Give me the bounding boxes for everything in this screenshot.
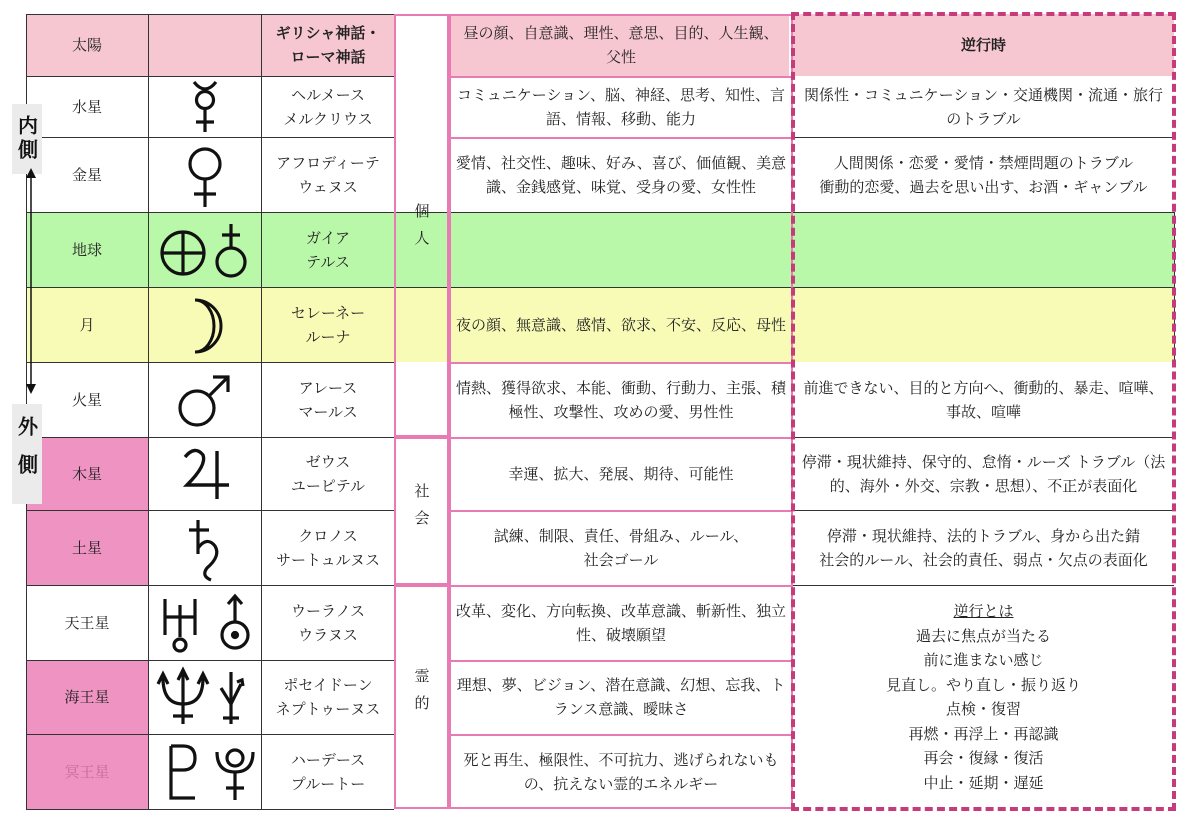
retrograde-note-line: 過去に焦点が当たる bbox=[915, 626, 1051, 645]
header-sun: 太陽 bbox=[71, 36, 102, 54]
myth-name: ポセイドーン ネプトゥーヌス bbox=[275, 676, 381, 718]
planet-name: 海王星 bbox=[64, 688, 110, 706]
side-label-outer-text: 外側 bbox=[14, 416, 39, 492]
venus-symbol-icon bbox=[149, 137, 261, 212]
myth-name: ハーデース プルートー bbox=[290, 750, 366, 793]
meaning-text: 情熱、獲得欲求、本能、衝動、行動力、主張、積極性、攻撃性、攻めの愛、男性性 bbox=[456, 378, 787, 421]
retrograde-note-line: 見直し。やり直し・振り返り bbox=[885, 675, 1081, 694]
category-spiritual-text: 霊的 bbox=[412, 668, 431, 722]
meaning-text: コミュニケーション、脳、神経、思考、知性、言語、情報、移動、能力 bbox=[457, 85, 785, 128]
category-personal-text: 個人 bbox=[412, 203, 431, 257]
meaning-text: 改革、変化、方向転換、改革意識、斬新性、独立性、破壊願望 bbox=[456, 601, 787, 644]
mars-symbol-icon bbox=[149, 362, 261, 437]
retrograde-note bbox=[795, 590, 1172, 804]
pluto-symbol-icon bbox=[149, 734, 261, 809]
retrograde-text: 停滞・現状維持、保守的、怠惰・ルーズ トラブル（法的、海外・外交、宗教・思想）、不正が表面化 bbox=[801, 452, 1166, 495]
myth-name: アフロディーテ ウェヌス bbox=[276, 153, 380, 196]
retrograde-note-line: 前に進まない感じ bbox=[923, 651, 1044, 669]
header-symbol-bg bbox=[149, 14, 261, 76]
retrograde-text: 人間関係・恋愛・愛情・禁煙問題のトラブル 衝動的恋愛、過去を思い出す、お酒・ギャンブル bbox=[819, 153, 1148, 196]
category-social-text: 社会 bbox=[412, 483, 431, 537]
retrograde-note-title: 逆行とは bbox=[953, 602, 1014, 620]
saturn-symbol-icon bbox=[149, 510, 261, 585]
retrograde-note-line: 再燃・再浮上・再認識 bbox=[908, 724, 1059, 743]
myth-name: セレーネー ルーナ bbox=[290, 303, 366, 346]
myth-name: クロノス サートュルヌス bbox=[275, 526, 381, 569]
myth-name: ガイア テルス bbox=[305, 228, 351, 271]
meaning-text: 愛情、社交性、趣味、好み、喜び、価値観、美意識、金銭感覚、味覚、受身の愛、女性性 bbox=[455, 153, 787, 196]
myth-name: アレース マールス bbox=[298, 378, 358, 421]
myth-name: ヘルメース メルクリウス bbox=[283, 85, 373, 128]
planet-name: 土星 bbox=[71, 538, 102, 557]
planet-name: 月 bbox=[79, 315, 95, 334]
header-myth: ギリシャ神話・ ローマ神話 bbox=[275, 24, 381, 66]
meaning-text: 夜の顔、無意識、感情、欲求、不安、反応、母性 bbox=[456, 315, 787, 334]
planet-name: 天王星 bbox=[64, 613, 110, 632]
meaning-text: 死と再生、極限性、不可抗力、逃げられないもの、抗えない霊的エネルギー bbox=[463, 750, 779, 793]
grid-line bbox=[26, 809, 394, 810]
retrograde-text: 関係性・コミュニケーション・交通機関・流通・旅行のトラブル bbox=[803, 85, 1164, 128]
category-spiritual bbox=[396, 665, 447, 725]
retrograde-note-line: 点検・復習 bbox=[945, 700, 1021, 718]
header-meaning: 昼の顔、自意識、理性、意思、目的、人生観、父性 bbox=[463, 24, 779, 66]
retrograde-note-line: 中止・延期・遅延 bbox=[923, 773, 1044, 792]
planet-name: 火星 bbox=[71, 390, 102, 409]
side-label-inner-text: 内側 bbox=[14, 115, 39, 163]
meaning-text: 試練、制限、責任、骨組み、ルール、 社会ゴール bbox=[493, 526, 749, 569]
planet-name: 地球 bbox=[71, 240, 102, 259]
earth-symbol-icon bbox=[149, 212, 261, 287]
planet-name: 金星 bbox=[71, 165, 102, 184]
myth-name: ゼウス ユーピテル bbox=[290, 452, 366, 495]
meaning-text: 幸運、拡大、発展、期待、可能性 bbox=[508, 464, 734, 483]
category-social bbox=[396, 480, 447, 540]
uranus-symbol-icon bbox=[149, 585, 261, 660]
meaning-text: 理想、夢、ビジョン、潜在意識、幻想、忘我、トランス意識、曖昧さ bbox=[456, 676, 786, 718]
neptune-symbol-icon bbox=[149, 660, 261, 734]
mercury-symbol-icon bbox=[149, 76, 261, 137]
moon-symbol-icon bbox=[149, 287, 261, 362]
retrograde-text: 前進できない、目的と方向へ、衝動的、暴走、喧嘩、事故、喧嘩 bbox=[803, 378, 1164, 421]
header-retrograde: 逆行時 bbox=[960, 36, 1006, 54]
retrograde-text: 停滞・現状維持、法的トラブル、身から出た錆 社会的ルール、社会的責任、弱点・欠点の表面化 bbox=[819, 526, 1148, 569]
category-personal bbox=[396, 200, 447, 260]
planet-name: 冥王星 bbox=[64, 762, 110, 781]
myth-name: ウーラノス ウラヌス bbox=[291, 601, 365, 644]
planet-name: 水星 bbox=[71, 97, 102, 116]
retrograde-note-line: 再会・復縁・復活 bbox=[923, 749, 1044, 767]
jupiter-symbol-icon bbox=[149, 437, 261, 510]
planet-name: 木星 bbox=[71, 464, 102, 483]
